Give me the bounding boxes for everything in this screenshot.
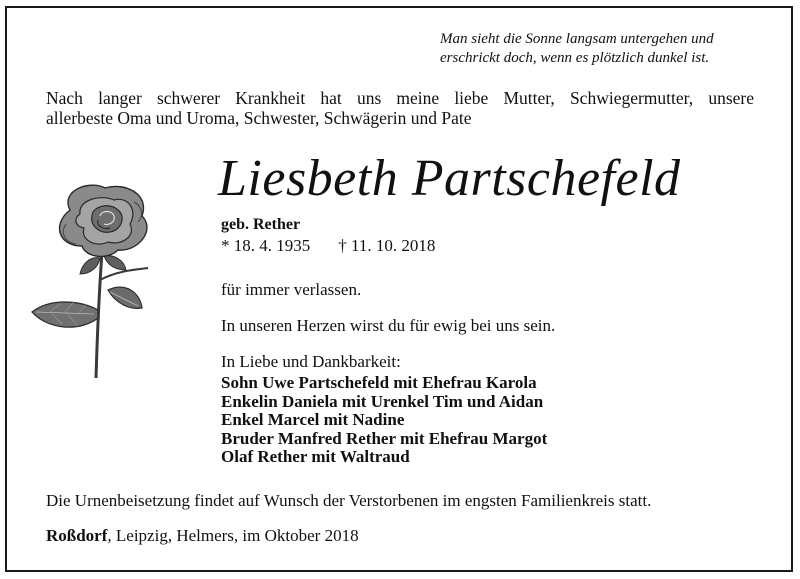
family-member: Olaf Rether mit Waltraud [221,447,410,466]
family-member: Enkel Marcel mit Nadine [221,410,405,429]
place-town: Roßdorf [46,526,108,545]
burial-note: Die Urnenbeisetzung findet auf Wunsch der Verstorbenen im engsten Familienkreis statt. [46,491,652,510]
life-dates [221,236,435,256]
thanks-text: In Liebe und Dankbarkeit: [221,352,401,371]
family-member: Sohn Uwe Partschefeld mit Ehefrau Karola [221,373,537,392]
birth-date: * 18. 4. 1935 [221,236,311,255]
death-date: † 11. 10. 2018 [338,236,436,255]
intro-line-1: Nach langer schwerer Krankheit hat uns meine liebe Mutter, Schwiegermutter, unsere [46,88,754,108]
heart-text: In unseren Herzen wirst du für ewig bei uns sein. [221,316,556,335]
family-list [221,374,547,467]
motto-quote [440,30,760,68]
rose-icon [30,180,160,380]
left-us-text: für immer verlassen. [221,280,362,299]
deceased-name: Liesbeth Partschefeld [218,150,681,207]
intro-text [46,88,754,128]
motto-line-1: Man sieht die Sonne langsam untergehen und [440,31,714,47]
motto-line-2: erschrickt doch, wenn es plötzlich dunkel ist. [440,50,710,66]
intro-line-2: allerbeste Oma und Uroma, Schwester, Schwägerin und Pate [46,108,472,128]
maiden-name: geb. Rether [221,216,301,233]
family-member: Enkelin Daniela mit Urenkel Tim und Aidan [221,391,544,411]
family-member: Bruder Manfred Rether mit Ehefrau Margot [221,428,548,448]
place-date-line [46,526,359,546]
place-rest: , Leipzig, Helmers, im Oktober 2018 [107,526,359,545]
